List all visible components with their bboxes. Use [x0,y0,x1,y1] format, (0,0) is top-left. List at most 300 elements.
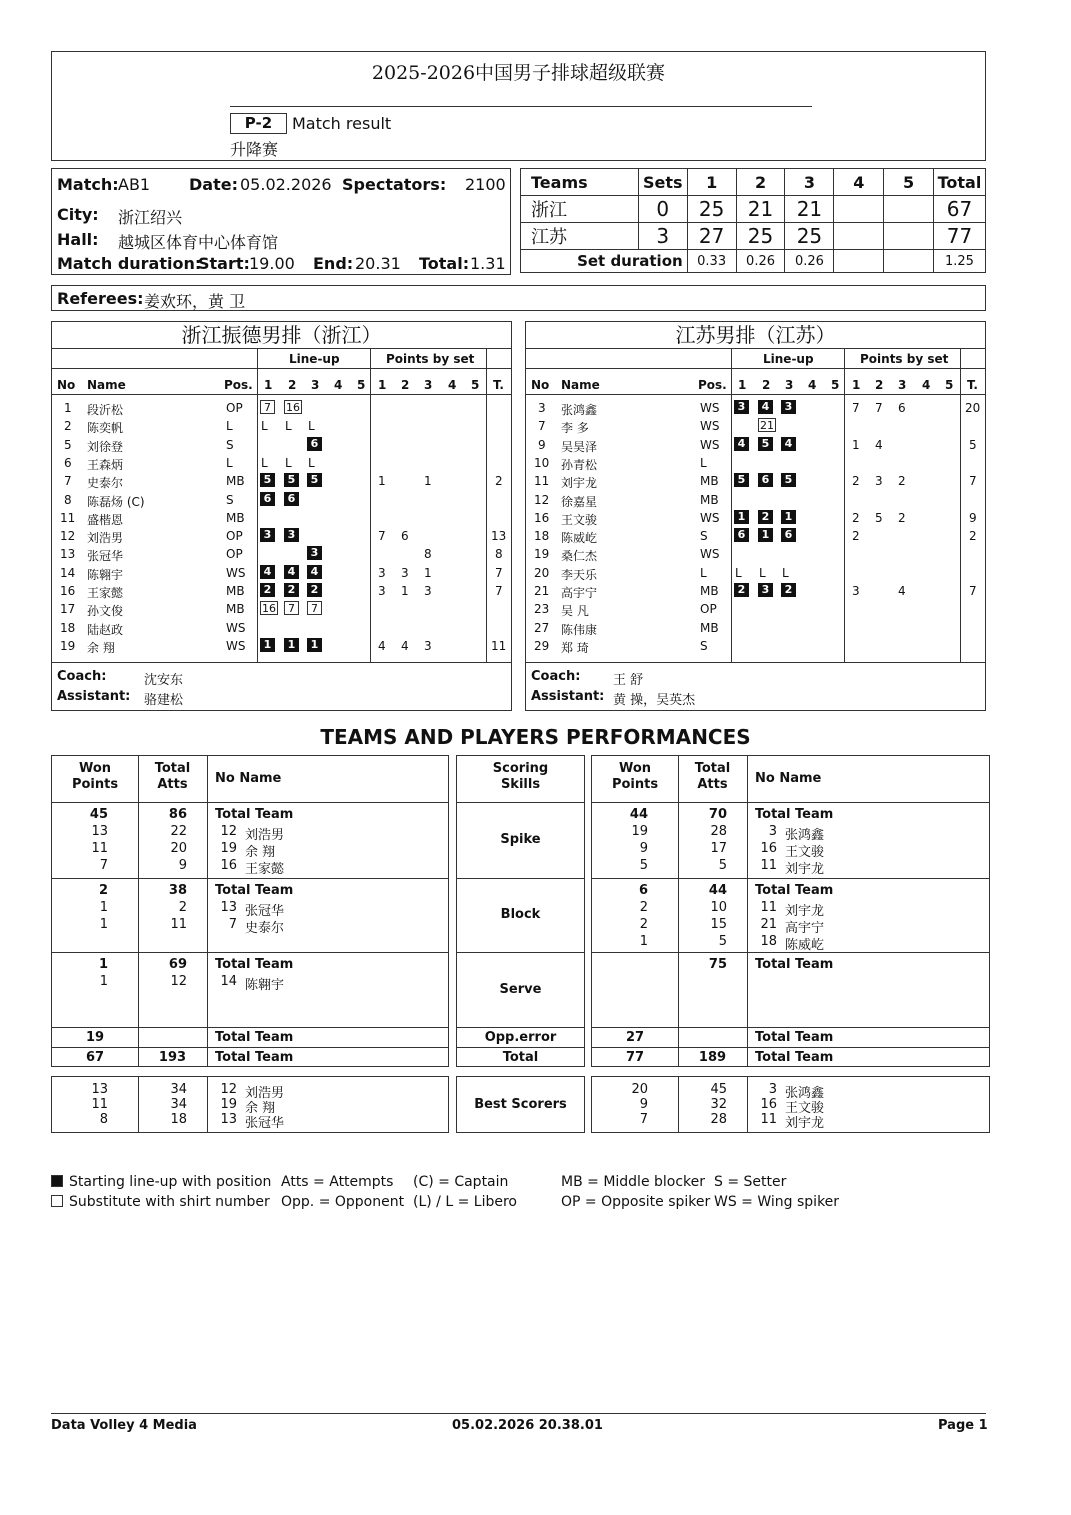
player-number: 11 [760,900,777,915]
won-value: 9 [639,841,648,856]
score-row-team-a [521,196,986,223]
no-name-header: No Name [215,771,282,786]
starting-position-box: 1 [284,638,299,652]
won-value: 2 [639,917,648,932]
performance-skills [456,755,585,1067]
player-position: OP [226,529,243,544]
set-points: 8 [424,547,432,562]
best-won: 8 [99,1112,108,1127]
player-row [526,545,985,563]
player-row [52,527,511,545]
player-row [52,509,511,527]
atts-value: 9 [178,858,187,873]
score-set1: 25 [687,196,736,223]
player-number: 11 [534,474,550,489]
lineup-set-header: 5 [831,378,840,392]
assistant-label: Assistant: [531,689,605,704]
player-number: 13 [220,900,237,915]
coach-name: 王 舒 [613,673,644,688]
player-name: 张冠华 [245,904,285,919]
lineup-header: Line-up [763,352,814,366]
roster-team-a [51,321,512,711]
best-scorers-label: Best Scorers [474,1097,567,1112]
set-duration-4 [834,250,884,273]
atts-value: 5 [718,858,727,873]
coach-name: 沈安东 [144,673,184,688]
city-label: City: [57,205,99,224]
player-name: 陈磊炀 (C) [87,494,145,509]
won-value: 1 [639,934,648,949]
coach-rule [52,662,511,663]
set-duration-row [521,250,986,273]
player-name: 陈伟康 [561,622,598,637]
score-team-name: 浙江 [521,196,639,223]
player-row [52,491,511,509]
section-rule [457,1047,584,1048]
score-head-set2: 2 [736,169,785,196]
name-header: Name [561,378,600,392]
player-position: MB [700,492,719,507]
section-rule [592,952,989,953]
substitute-box: 16 [286,401,300,414]
best-won: 20 [631,1082,648,1097]
player-number: 16 [534,510,550,525]
starting-position-box: 3 [758,583,773,597]
player-name: 余 翔 [87,640,115,655]
set-points: 5 [875,510,883,525]
best-won: 13 [91,1082,108,1097]
starting-position-box: 5 [284,473,299,487]
spectators-value: 2100 [465,175,506,194]
total-team-label: Total Team [215,883,294,898]
player-row [52,564,511,582]
match-label: Match: [57,175,119,194]
best-won: 9 [639,1097,648,1112]
legend-atts: Atts = Attempts [281,1174,394,1190]
player-position: WS [700,510,720,525]
player-row [526,637,985,655]
performance-team-b [591,755,990,1067]
player-row [52,582,511,600]
player-position: MB [700,620,719,635]
player-number: 27 [534,620,550,635]
player-number: 19 [534,547,550,562]
section-rule [457,952,584,953]
coach-label: Coach: [531,669,581,684]
start-label: Start: [198,254,250,273]
set-points: 3 [378,584,386,598]
player-number: 1 [64,401,72,415]
starting-position-box: 3 [284,528,299,542]
set-duration-1: 0.33 [687,250,736,273]
score-head-teams: Teams [521,169,639,196]
player-total: 8 [495,547,503,562]
no-header: No [57,378,76,392]
player-row [526,619,985,637]
score-set3: 25 [785,223,834,250]
libero-mark: L [308,455,315,470]
lineup-set-header: 3 [311,378,320,392]
legend-starting-text: Starting line-up with position [69,1174,272,1190]
player-name: 刘宇龙 [561,476,598,491]
player-name: 刘宇龙 [785,904,825,919]
score-head-set1: 1 [687,169,736,196]
player-position: MB [226,602,245,617]
player-name: 吴昊泽 [561,439,598,454]
player-number: 13 [60,547,76,562]
player-total: 7 [969,474,977,489]
league-title: 2025-2026中国男子排球超级联赛 [371,62,666,84]
atts-value: 44 [708,883,727,898]
libero-mark: L [285,455,292,470]
best-number: 16 [760,1097,777,1112]
libero-mark: L [261,419,268,434]
section-rule [592,1027,989,1028]
player-row [526,399,985,417]
player-name: 史泰尔 [245,921,285,936]
name-header: Name [87,378,126,392]
lineup-set-header: 1 [738,378,747,392]
player-name: 王文骏 [785,845,825,860]
player-number: 12 [534,492,550,507]
points-header: Points by set [386,352,475,366]
set-points: 3 [401,565,409,580]
header-rule [52,368,511,369]
footer-page: Page 1 [938,1418,988,1433]
starting-position-box: 4 [734,437,749,451]
player-row [526,509,985,527]
won-value: 1 [99,974,108,989]
player-position: WS [700,401,720,415]
player-name: 孙青松 [561,457,598,472]
best-atts: 32 [710,1097,727,1112]
player-number: 19 [60,638,76,653]
player-position: WS [700,437,720,452]
player-position: L [700,565,707,580]
starting-position-box: 4 [284,565,299,579]
set-points: 7 [852,401,860,415]
hall-label: Hall: [57,230,99,249]
header-rule [526,368,985,369]
score-set5 [884,196,934,223]
lineup-set-header: 2 [288,378,297,392]
player-name: 陈奕帆 [87,421,124,436]
player-number: 3 [538,401,546,415]
player-name: 王文骏 [561,512,598,527]
player-name: 陈翱宇 [245,978,285,993]
atts-value: 86 [168,807,187,822]
player-position: L [226,455,233,470]
end-label: End: [313,254,354,273]
score-row-team-b [521,223,986,250]
player-name: 郑 琦 [561,640,589,655]
player-row [52,472,511,490]
libero-mark: L [735,565,742,580]
best-number: 12 [220,1082,237,1097]
section-atts: 193 [158,1050,187,1065]
player-row [526,564,985,582]
player-row [52,637,511,655]
libero-mark: L [759,565,766,580]
best-number: 11 [760,1112,777,1127]
score-head-set3: 3 [785,169,834,196]
section-rule [457,1027,584,1028]
set-points: 1 [378,474,386,489]
player-name: 盛楷恩 [87,512,124,527]
legend-libero: (L) / L = Libero [413,1194,517,1210]
starting-position-box: 5 [734,473,749,487]
set-points: 4 [898,584,906,598]
starting-position-box: 5 [260,473,275,487]
set-points: 2 [898,510,906,525]
player-name: 李 多 [561,421,589,436]
player-name: 刘宇龙 [785,862,825,877]
date-value: 05.02.2026 [240,175,332,194]
score-head-total: Total [933,169,985,196]
player-row [52,436,511,454]
starting-position-box: 2 [284,583,299,597]
score-table [520,168,986,273]
player-position: MB [700,584,719,598]
set-points: 3 [424,584,432,598]
substitute-box: 7 [307,601,322,615]
player-number: 20 [534,565,550,580]
set-points: 3 [378,565,386,580]
player-position: S [226,437,234,452]
player-name: 刘浩男 [245,828,285,843]
player-name: 张鸿鑫 [561,403,598,417]
lineup-set-header: 4 [334,378,343,392]
points-set-header: 3 [898,378,907,392]
legend-opp: Opp. = Opponent [281,1194,405,1210]
total-value: 1.31 [470,254,506,273]
best-won: 11 [91,1097,108,1112]
player-total: 2 [969,529,977,544]
legend-substitute-text: Substitute with shirt number [69,1194,270,1210]
won-value: 19 [631,824,648,839]
score-total: 77 [933,223,985,250]
player-row [526,491,985,509]
best-scorers-team-a [51,1076,449,1133]
won-value: 1 [99,900,108,915]
lineup-set-header: 2 [762,378,771,392]
player-position: OP [226,401,243,415]
coach-rule [526,662,985,663]
score-sets: 0 [638,196,687,223]
total-team-label: Total Team [755,1050,834,1065]
best-name: 刘浩男 [245,1086,285,1101]
skill-label-total: Total [502,1050,539,1065]
assistant-name: 黄 操，吴英杰 [613,693,696,708]
won-value: 5 [639,858,648,873]
lineup-set-header: 1 [264,378,273,392]
points-set-header: 2 [401,378,410,392]
player-position: OP [700,602,717,617]
starting-position-box: 6 [781,528,796,542]
hall-value: 越城区体育中心体育馆 [118,233,279,252]
skill-label-opp: Opp.error [484,1030,557,1045]
best-name: 刘宇龙 [785,1116,825,1131]
starting-position-box: 4 [758,400,773,414]
player-row [526,600,985,618]
team-b-title: 江苏男排（江苏） [526,322,985,349]
section-won: 19 [85,1030,105,1045]
header-rule [52,394,511,395]
player-name: 陈威屹 [561,531,598,546]
player-number: 12 [220,824,237,839]
pos-header: Pos. [698,378,727,392]
player-name: 王森炳 [87,457,124,472]
player-name: 刘浩男 [87,531,124,546]
starting-position-box: 3 [734,400,749,414]
player-row [52,619,511,637]
player-number: 12 [60,529,76,544]
column-rule [207,1077,208,1132]
set-points: 4 [875,437,883,452]
player-number: 5 [64,437,72,452]
referees-box [51,285,986,311]
section-won: 77 [625,1050,645,1065]
player-position: WS [226,638,246,653]
player-total: 5 [969,437,977,452]
score-set2: 21 [736,196,785,223]
legend-s: S = Setter [714,1174,787,1190]
starting-position-box: 1 [758,528,773,542]
player-number: 7 [64,474,72,489]
player-number: 2 [64,419,72,434]
won-points-header: Won Points [611,761,659,792]
pos-header: Pos. [224,378,253,392]
player-name: 张鸿鑫 [785,828,825,843]
points-header: Points by set [860,352,949,366]
team-a-title: 浙江振德男排（浙江） [52,322,511,349]
set-points: 3 [852,584,860,598]
section-atts: 189 [698,1050,727,1065]
skill-label-block: Block [500,907,541,922]
atts-value: 20 [170,841,187,856]
atts-value: 17 [710,841,727,856]
atts-value: 15 [710,917,727,932]
section-rule [52,878,448,879]
player-name: 余 翔 [245,845,276,860]
atts-value: 11 [170,917,187,932]
player-position: S [226,492,234,507]
referees-label: Referees: [57,289,144,308]
legend-substitute [51,1194,270,1210]
best-number: 3 [768,1082,777,1097]
points-set-header: 4 [448,378,457,392]
atts-value: 38 [168,883,187,898]
player-total: 7 [969,584,977,598]
player-position: L [700,455,707,470]
phase-label: 升降赛 [230,140,279,159]
player-number: 18 [534,529,550,544]
substitute-box: 7 [260,400,275,414]
player-number: 7 [538,419,546,434]
legend-ws: WS = Wing spiker [714,1194,840,1210]
footer-timestamp: 05.02.2026 20.38.01 [452,1418,603,1433]
total-atts-header: Total Atts [154,761,191,792]
best-name: 张鸿鑫 [785,1086,825,1101]
best-number: 13 [220,1112,237,1127]
player-number: 6 [64,455,72,470]
starting-position-box: 6 [307,437,322,451]
best-name: 余 翔 [245,1101,276,1116]
starting-position-box: 1 [734,510,749,524]
substitute-box: 21 [760,419,774,433]
match-value: AB1 [118,175,151,194]
score-set3: 21 [785,196,834,223]
set-points: 1 [424,565,432,580]
atts-value: 10 [710,900,727,915]
player-total: 7 [495,584,503,598]
won-value: 45 [89,807,108,822]
legend-mb: MB = Middle blocker [561,1174,706,1190]
city-value: 浙江绍兴 [118,208,183,227]
player-position: L [226,419,233,434]
atts-value: 22 [170,824,187,839]
best-atts: 34 [170,1097,187,1112]
atts-value: 69 [168,957,187,972]
player-number: 3 [768,824,777,839]
player-position: WS [226,620,246,635]
score-set4 [834,196,884,223]
starting-position-box: 2 [781,583,796,597]
total-team-label: Total Team [215,1050,294,1065]
section-won: 67 [85,1050,105,1065]
player-position: S [700,638,708,653]
atts-value: 2 [178,900,187,915]
roster-team-b [525,321,986,711]
total-header: T. [967,378,978,392]
total-team-label: Total Team [755,807,834,822]
player-name: 高宇宁 [785,921,825,936]
substitute-box: 7 [284,601,299,615]
starting-position-box: 2 [734,583,749,597]
player-row [52,417,511,435]
set-points: 2 [852,529,860,544]
points-set-header: 3 [424,378,433,392]
points-set-header: 1 [378,378,387,392]
set-duration-label: Set duration [521,250,688,273]
player-number: 14 [60,565,76,580]
legend-captain: (C) = Captain [413,1174,509,1190]
player-name: 王家懿 [245,862,285,877]
set-duration-5 [884,250,934,273]
starting-position-box: 1 [307,638,322,652]
best-number: 19 [220,1097,237,1112]
starting-position-box: 3 [260,528,275,542]
section-rule [52,802,448,803]
total-label: Total: [419,254,470,273]
best-name: 张冠华 [245,1116,285,1131]
won-value: 44 [629,807,648,822]
player-number: 16 [220,858,237,873]
won-value: 1 [99,917,108,932]
total-team-label: Total Team [215,807,294,822]
starting-position-box: 5 [307,473,322,487]
total-team-label: Total Team [755,883,834,898]
starting-position-box: 3 [781,400,796,414]
no-name-header: No Name [755,771,822,786]
player-name: 刘徐登 [87,439,124,454]
set-points: 3 [875,474,883,489]
footer-software: Data Volley 4 Media [51,1418,197,1433]
won-value: 11 [91,841,108,856]
libero-mark: L [285,419,292,434]
score-set1: 27 [687,223,736,250]
player-total: 11 [491,638,507,653]
